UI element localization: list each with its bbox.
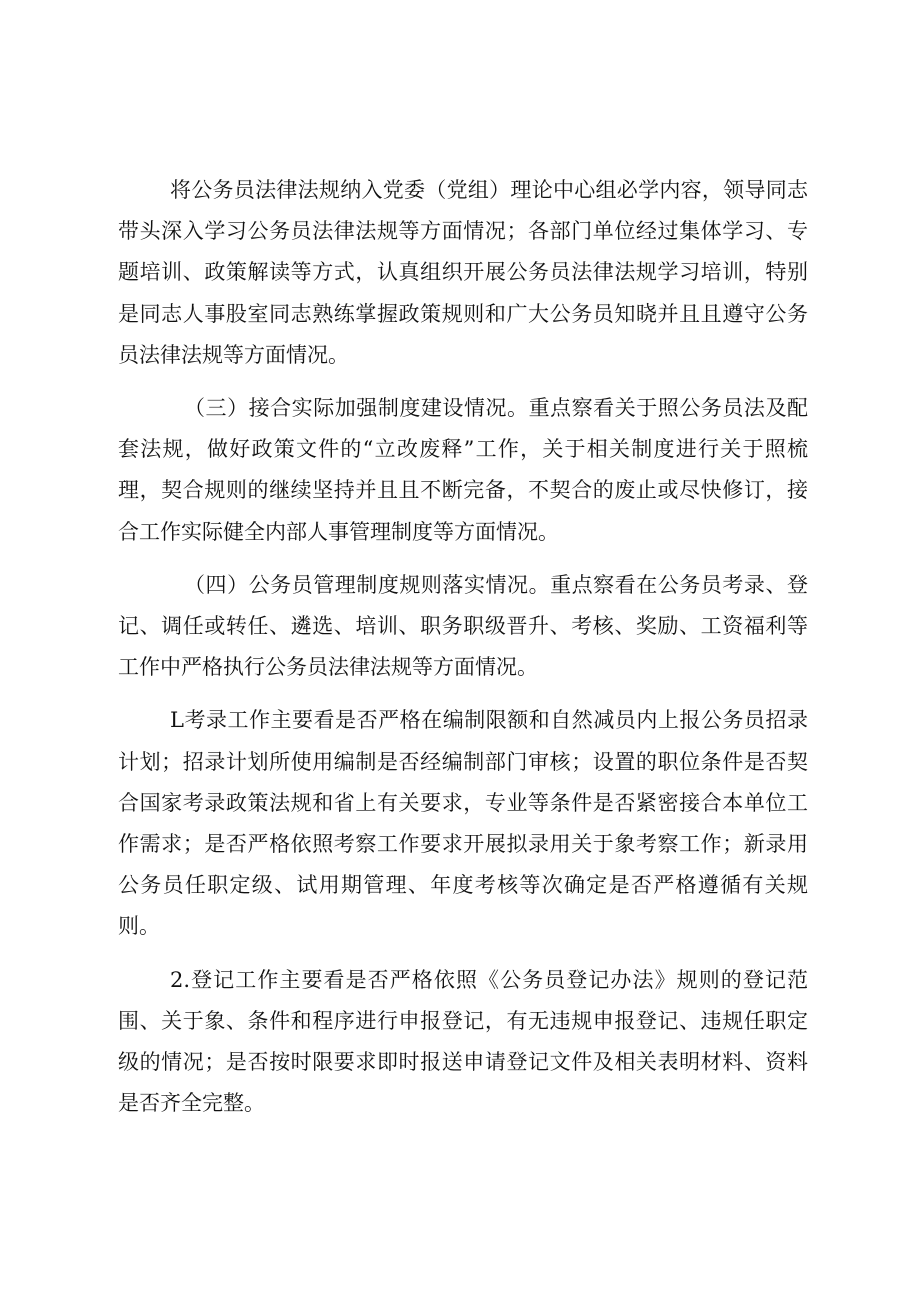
- paragraph-section-four: （四）公务员管理制度规则落实情况。重点察看在公务员考录、登记、调任或转任、遴选、培训、职务职级晋升、考核、奖励、工资福利等工作中严格执行公务员法律法规等方面情况。: [118, 572, 808, 680]
- paragraph-study-training: 将公务员法律法规纳入党委（党组）理论中心组必学内容，领导同志带头深入学习公务员法律法规等方面情况；各部门单位经过集体学习、专题培训、政策解读等方式，认真组织开展公务员法律法规学习培训，特别是同志人事股室同志熟练掌握政策规则和广大公务员知晓并且且遵守公务员法律法规等方面情况。: [118, 178, 808, 367]
- paragraph-section-three: （三）接合实际加强制度建设情况。重点察看关于照公务员法及配套法规，做好政策文件的“立改废释”工作，关于相关制度进行关于照梳理，契合规则的继续坚持并且且不断完备，不契合的废止或尽快修订，接合工作实际健全内部人事管理制度等方面情况。: [118, 396, 808, 544]
- paragraph-item-recruitment: L考录工作主要看是否严格在编制限额和自然减员内上报公务员招录计划；招录计划所使用编制是否经编制部门审核；设置的职位条件是否契合国家考录政策法规和省上有关要求，专业等条件是否紧密接合本单位工作需求；是否严格依照考察工作要求开展拟录用关于象考察工作；新录用公务员任职定级、试用期管理、年度考核等次确定是否严格遵循有关规则。: [118, 708, 808, 939]
- paragraph-item-registration: 2.登记工作主要看是否严格依照《公务员登记办法》规则的登记范围、关于象、条件和程序进行申报登记，有无违规申报登记、违规任职定级的情况；是否按时限要求即时报送申请登记文件及相关表明材料、资料是否齐全完整。: [118, 967, 808, 1116]
- document-body: [118, 170, 808, 1136]
